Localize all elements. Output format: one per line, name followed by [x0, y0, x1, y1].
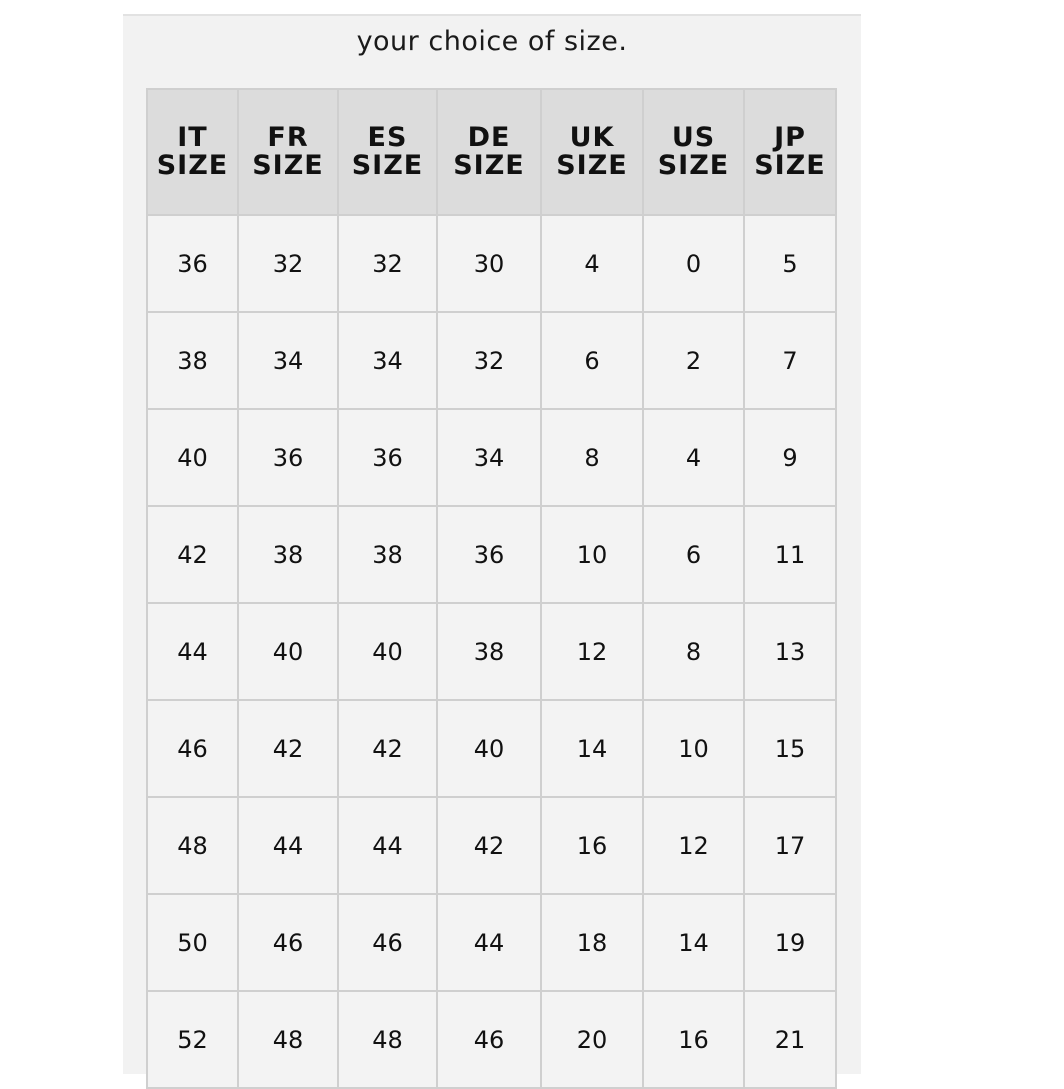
table-cell: 34: [338, 312, 437, 409]
table-cell: 11: [744, 506, 836, 603]
table-cell: 40: [147, 409, 238, 506]
table-row: [147, 409, 836, 506]
table-row: [147, 603, 836, 700]
header-label: SIZE: [351, 150, 424, 181]
header-es-size: [338, 89, 437, 215]
table-cell: 42: [338, 700, 437, 797]
table-row: [147, 312, 836, 409]
table-cell: 15: [744, 700, 836, 797]
table-cell: 19: [744, 894, 836, 991]
table-cell: 10: [541, 506, 643, 603]
table-cell: 44: [238, 797, 338, 894]
table-cell: 14: [643, 894, 744, 991]
table-cell: 12: [541, 603, 643, 700]
table-cell: 36: [147, 215, 238, 312]
header-fr-size: [238, 89, 338, 215]
table-cell: 20: [541, 991, 643, 1088]
table-cell: 34: [238, 312, 338, 409]
table-row: [147, 991, 836, 1088]
header-label: IT: [177, 122, 208, 153]
table-cell: 42: [437, 797, 541, 894]
header-row: [147, 89, 836, 215]
table-cell: 38: [238, 506, 338, 603]
header-label: JP: [774, 122, 806, 153]
table-cell: 0: [643, 215, 744, 312]
table-cell: 34: [437, 409, 541, 506]
table-cell: 32: [437, 312, 541, 409]
table-cell: 42: [147, 506, 238, 603]
table-cell: 16: [541, 797, 643, 894]
table-cell: 6: [643, 506, 744, 603]
intro-text: your choice of size.: [356, 26, 628, 57]
table-row: [147, 215, 836, 312]
table-cell: 4: [643, 409, 744, 506]
table-row: [147, 797, 836, 894]
table-row: [147, 700, 836, 797]
table-cell: 30: [437, 215, 541, 312]
table-cell: 44: [338, 797, 437, 894]
table-cell: 12: [643, 797, 744, 894]
header-jp-size: [744, 89, 836, 215]
header-de-size: [437, 89, 541, 215]
table-cell: 18: [541, 894, 643, 991]
table-cell: 21: [744, 991, 836, 1088]
table-cell: 5: [744, 215, 836, 312]
table-cell: 46: [437, 991, 541, 1088]
table-cell: 48: [238, 991, 338, 1088]
table-cell: 40: [437, 700, 541, 797]
table-cell: 36: [437, 506, 541, 603]
table-cell: 42: [238, 700, 338, 797]
table-cell: 17: [744, 797, 836, 894]
table-cell: 13: [744, 603, 836, 700]
table-cell: 38: [147, 312, 238, 409]
table-cell: 14: [541, 700, 643, 797]
size-guide-panel: [123, 14, 861, 1074]
table-cell: 8: [541, 409, 643, 506]
header-label: SIZE: [754, 150, 826, 181]
table-cell: 48: [338, 991, 437, 1088]
table-cell: 36: [238, 409, 338, 506]
table-cell: 32: [238, 215, 338, 312]
table-cell: 52: [147, 991, 238, 1088]
table-cell: 7: [744, 312, 836, 409]
header-label: SIZE: [453, 150, 525, 181]
header-label: FR: [267, 122, 309, 153]
table-cell: 38: [338, 506, 437, 603]
table-cell: 4: [541, 215, 643, 312]
table-cell: 40: [338, 603, 437, 700]
table-cell: 48: [147, 797, 238, 894]
table-cell: 2: [643, 312, 744, 409]
header-label: SIZE: [556, 150, 628, 181]
header-label: SIZE: [156, 150, 229, 181]
table-cell: 9: [744, 409, 836, 506]
header-label: SIZE: [657, 150, 730, 181]
table-row: [147, 894, 836, 991]
header-label: UK: [569, 122, 615, 153]
header-label: US: [671, 122, 716, 153]
table-cell: 16: [643, 991, 744, 1088]
header-label: SIZE: [252, 150, 324, 181]
header-label: ES: [367, 122, 408, 153]
header-it-size: [147, 89, 238, 215]
table-cell: 46: [147, 700, 238, 797]
table-cell: 46: [238, 894, 338, 991]
table-cell: 10: [643, 700, 744, 797]
table-row: [147, 506, 836, 603]
table-cell: 36: [338, 409, 437, 506]
header-uk-size: [541, 89, 643, 215]
table-cell: 6: [541, 312, 643, 409]
table-cell: 44: [147, 603, 238, 700]
table-cell: 38: [437, 603, 541, 700]
size-conversion-table: [146, 88, 837, 1089]
table-cell: 46: [338, 894, 437, 991]
header-us-size: [643, 89, 744, 215]
table-cell: 8: [643, 603, 744, 700]
table-cell: 44: [437, 894, 541, 991]
table-cell: 40: [238, 603, 338, 700]
table-cell: 50: [147, 894, 238, 991]
table-cell: 32: [338, 215, 437, 312]
header-label: DE: [467, 122, 511, 153]
